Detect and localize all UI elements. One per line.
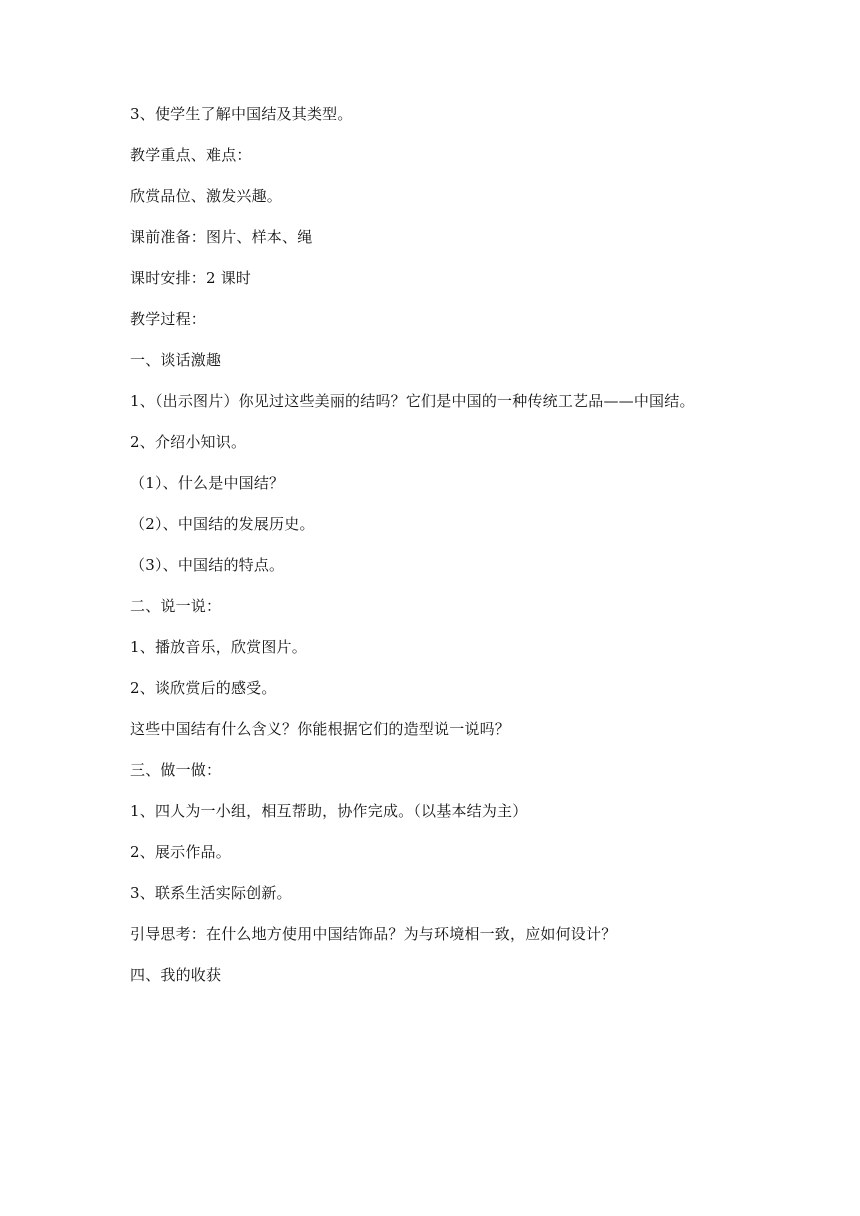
schedule-line: 课时安排：2 课时 bbox=[130, 269, 252, 287]
section-1-subitem-1: （1）、什么是中国结？ bbox=[130, 474, 285, 492]
section-1-subitem-3: （3）、中国结的特点。 bbox=[130, 556, 285, 574]
section-2-heading: 二、说一说： bbox=[130, 597, 222, 615]
section-1-heading: 一、谈话激趣 bbox=[130, 351, 222, 369]
preparation-line: 课前准备：图片、样本、绳 bbox=[130, 228, 313, 246]
section-1-item-1: 1、（出示图片）你见过这些美丽的结吗？它们是中国的一种传统工艺品——中国结。 bbox=[130, 392, 695, 410]
section-2-item-1: 1、播放音乐，欣赏图片。 bbox=[130, 638, 307, 656]
section-2-item-2: 2、谈欣赏后的感受。 bbox=[130, 679, 277, 697]
section-3-item-2: 2、展示作品。 bbox=[130, 843, 231, 861]
process-heading: 教学过程： bbox=[130, 310, 207, 328]
key-points-heading: 教学重点、难点： bbox=[130, 146, 252, 164]
section-3-heading: 三、做一做： bbox=[130, 761, 222, 779]
section-3-item-3: 3、联系生活实际创新。 bbox=[130, 884, 292, 902]
objective-3: 3、使学生了解中国结及其类型。 bbox=[130, 105, 353, 123]
section-3-item-1: 1、四人为一小组，相互帮助，协作完成。（以基本结为主） bbox=[130, 802, 528, 820]
section-2-question: 这些中国结有什么含义？你能根据它们的造型说一说吗？ bbox=[130, 720, 511, 738]
section-4-heading: 四、我的收获 bbox=[130, 966, 222, 984]
section-1-item-2: 2、介绍小知识。 bbox=[130, 433, 247, 451]
document-body bbox=[130, 103, 730, 1005]
key-points-text: 欣赏品位、激发兴趣。 bbox=[130, 187, 283, 205]
section-1-subitem-2: （2）、中国结的发展历史。 bbox=[130, 515, 315, 533]
section-3-guidance: 引导思考：在什么地方使用中国结饰品？为与环境相一致，应如何设计？ bbox=[130, 925, 617, 943]
